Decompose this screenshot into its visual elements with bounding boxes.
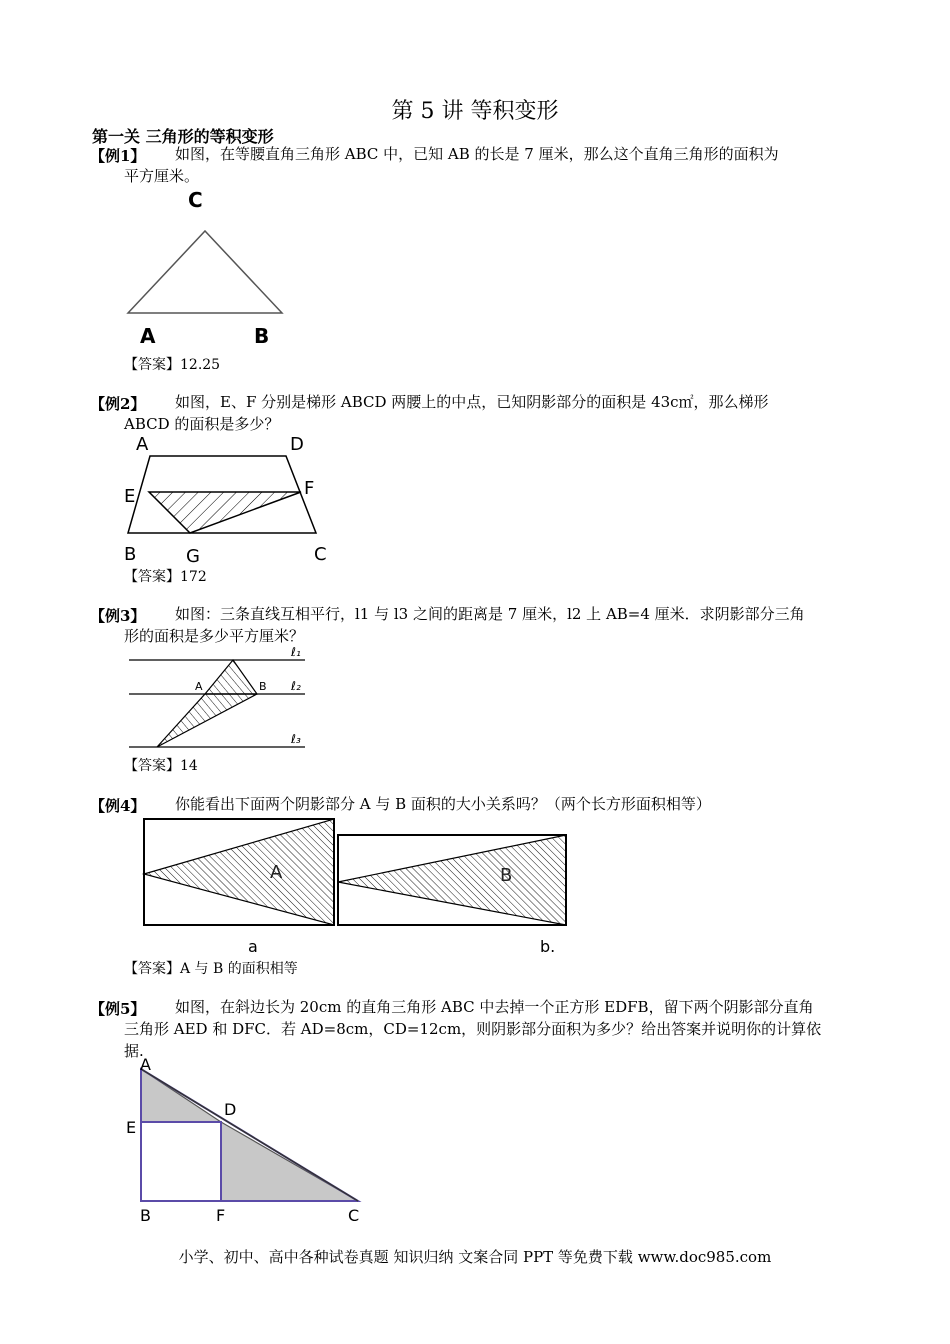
label-l1: ℓ₁: [291, 645, 301, 659]
shade-label-b: B: [500, 865, 513, 886]
label-f: F: [304, 478, 315, 499]
label-e: E: [126, 1118, 137, 1137]
label-b: B: [259, 680, 267, 693]
example-3-tag: 【例3】: [90, 607, 146, 625]
square-edfb: [141, 1122, 221, 1201]
example-3-line1: 如图：三条直线互相平行，l1 与 l3 之间的距离是 7 厘米，l2 上 AB=4 厘米．求阴影部分三角: [175, 605, 805, 623]
page-title: 第 5 讲 等积变形: [391, 99, 559, 124]
example-3-figure: [125, 645, 320, 757]
label-d: D: [224, 1100, 237, 1119]
label-b: B: [254, 324, 270, 348]
example-4-figure: [140, 815, 580, 957]
label-c: C: [188, 188, 203, 212]
example-4-answer: 【答案】A 与 B 的面积相等: [124, 961, 298, 977]
label-c: C: [314, 544, 327, 565]
label-f: F: [216, 1206, 226, 1225]
example-1-figure: [120, 185, 290, 350]
example-1-answer: 【答案】12.25: [124, 357, 221, 373]
label-a: A: [136, 434, 149, 455]
shaded-upper-triangle: [205, 660, 257, 694]
example-5-line2: 三角形 AED 和 DFC．若 AD=8cm，CD=12cm，则阴影部分面积为多少？给出答案并说明你的计算依: [124, 1020, 822, 1038]
example-4-line1: 你能看出下面两个阴影部分 A 与 B 面积的大小关系吗？（两个长方形面积相等）: [175, 795, 711, 813]
shaded-triangle-a: [144, 819, 334, 925]
example-2-line1: 如图，E、F 分别是梯形 ABCD 两腰上的中点，已知阴影部分的面积是 43c㎡，那么梯形: [175, 393, 769, 411]
example-2-figure: [118, 432, 338, 567]
triangle-abc: [128, 231, 282, 313]
label-d: D: [290, 434, 304, 455]
example-2-tag: 【例2】: [90, 395, 146, 413]
example-1-line2: 平方厘米。: [124, 167, 200, 185]
label-a: A: [140, 324, 156, 348]
example-2-answer: 【答案】172: [124, 569, 207, 585]
label-a: A: [195, 680, 203, 693]
label-g: G: [186, 546, 200, 567]
shade-label-a: A: [270, 862, 283, 883]
example-3-line2: 形的面积是多少平方厘米？: [124, 627, 305, 645]
shaded-triangle-b: [338, 835, 566, 925]
label-b: B: [124, 544, 137, 565]
example-2-line2: ABCD 的面积是多少？: [124, 415, 280, 433]
caption-a: a: [248, 937, 258, 956]
label-a: A: [140, 1055, 151, 1074]
example-5-line3: 据.: [124, 1042, 144, 1060]
section-heading: 第一关 三角形的等积变形: [92, 127, 274, 146]
label-l2: ℓ₂: [291, 679, 301, 693]
example-4-tag: 【例4】: [90, 797, 146, 815]
page-footer: 小学、初中、高中各种试卷真题 知识归纳 文案合同 PPT 等免费下载 www.doc985.com: [178, 1248, 772, 1266]
shaded-triangle-efg: [149, 492, 301, 533]
label-b: B: [140, 1206, 151, 1225]
label-e: E: [124, 486, 136, 507]
example-5-tag: 【例5】: [90, 1000, 146, 1018]
example-5-figure: [120, 1055, 370, 1225]
caption-b: b.: [540, 937, 556, 956]
shaded-lower-triangle: [157, 694, 257, 747]
label-l3: ℓ₃: [291, 732, 301, 746]
example-1-tag: 【例1】: [90, 147, 146, 165]
example-5-line1: 如图，在斜边长为 20cm 的直角三角形 ABC 中去掉一个正方形 EDFB，留下两个阴影部分直角: [175, 998, 814, 1016]
example-1-line1: 如图，在等腰直角三角形 ABC 中，已知 AB 的长是 7 厘米，那么这个直角三角形的面积为: [175, 145, 779, 163]
example-3-answer: 【答案】14: [124, 758, 198, 774]
label-c: C: [348, 1206, 360, 1225]
